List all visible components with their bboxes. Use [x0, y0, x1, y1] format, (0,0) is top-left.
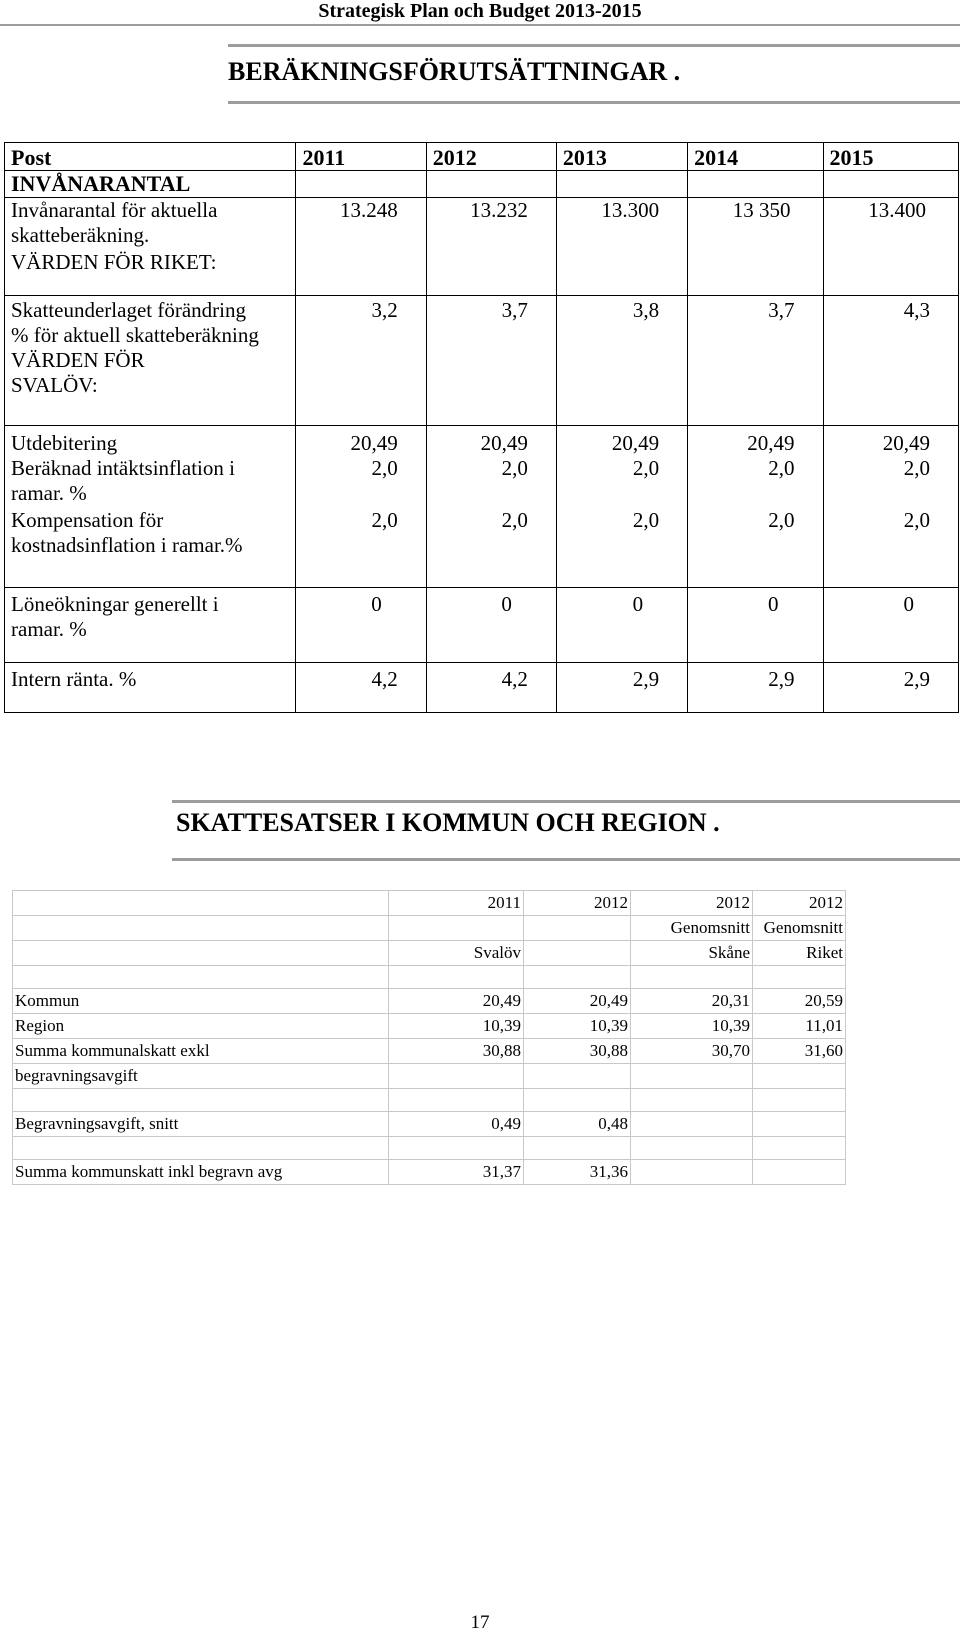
cell-value: 2,0 — [556, 508, 687, 587]
cell-value: 4,2 — [296, 662, 426, 712]
cell-value: 20,31 — [631, 989, 753, 1014]
cell-value: 20,49 — [556, 426, 687, 457]
cell-value: 13.400 — [823, 198, 958, 249]
cell-value: 2,9 — [823, 662, 958, 712]
row-label: Summa kommunskatt inkl begravn avg — [13, 1160, 389, 1185]
cell-value: 2,0 — [296, 508, 426, 587]
column-header-year: 2012 — [631, 891, 753, 916]
column-header-year: 2011 — [389, 891, 524, 916]
cell-value: 4,2 — [426, 662, 556, 712]
group-label-varden-svalov: VÄRDEN FÖR SVALÖV: — [5, 348, 296, 426]
column-header-post: Post — [5, 143, 296, 171]
column-header-year: 2012 — [753, 891, 846, 916]
row-label: Summa kommunalskatt exkl — [13, 1039, 389, 1064]
column-header-sub: Genomsnitt — [753, 916, 846, 941]
group-label-invanarantal: INVÅNARANTAL — [5, 171, 296, 198]
cell-value: 2,0 — [823, 508, 958, 587]
table-row — [13, 1160, 846, 1185]
cell-value: 20,49 — [389, 989, 524, 1014]
cell-value: 2,9 — [556, 662, 687, 712]
table-row — [5, 171, 959, 198]
cell-value: 2,0 — [823, 456, 958, 508]
table-header-row — [13, 916, 846, 941]
cell-value: 10,39 — [524, 1014, 631, 1039]
cell-value: 20,49 — [296, 426, 426, 457]
column-header-2013: 2013 — [556, 143, 687, 171]
berakningsforutsattningar-table — [4, 142, 959, 713]
cell-value: 20,49 — [524, 989, 631, 1014]
table-row — [5, 587, 959, 662]
column-header-sub: Svalöv — [389, 941, 524, 966]
page-header: Strategisk Plan och Budget 2013-2015 — [318, 0, 642, 22]
group-label-varden-riket: VÄRDEN FÖR RIKET: — [5, 248, 296, 295]
cell-value: 0,49 — [389, 1112, 524, 1137]
row-label-utdebitering: Utdebitering — [5, 426, 296, 457]
header-rule — [0, 24, 960, 26]
cell-value: 20,49 — [823, 426, 958, 457]
column-header-2012: 2012 — [426, 143, 556, 171]
cell-value: 13.248 — [296, 198, 426, 249]
cell-value: 31,37 — [389, 1160, 524, 1185]
column-header-2015: 2015 — [823, 143, 958, 171]
cell-value: 11,01 — [753, 1014, 846, 1039]
table-row — [5, 508, 959, 587]
cell-value: 2,0 — [556, 456, 687, 508]
cell-value: 0 — [823, 587, 958, 662]
cell-value: 31,36 — [524, 1160, 631, 1185]
row-label-intaktsinflation: Beräknad intäktsinflation i ramar. % — [5, 456, 296, 508]
cell-value: 20,49 — [688, 426, 823, 457]
table-row — [13, 1064, 846, 1089]
cell-value: 4,3 — [823, 295, 958, 348]
table-row — [5, 456, 959, 508]
cell-value: 2,0 — [688, 508, 823, 587]
column-header-year: 2012 — [524, 891, 631, 916]
table-row — [13, 989, 846, 1014]
row-label: begravningsavgift — [13, 1064, 389, 1089]
cell-value: 2,0 — [426, 456, 556, 508]
section-heading-skattesatser: SKATTESATSER I KOMMUN OCH REGION . — [176, 808, 720, 837]
column-header-sub: Genomsnitt — [631, 916, 753, 941]
table-row — [13, 1039, 846, 1064]
cell-value: 0,48 — [524, 1112, 631, 1137]
row-label-kostnadsinflation: Kompensation för kostnadsinflation i ramar.% — [5, 508, 296, 587]
row-label: Kommun — [13, 989, 389, 1014]
row-label: Begravningsavgift, snitt — [13, 1112, 389, 1137]
heading2-rule-top — [172, 800, 960, 803]
cell-value: 3,7 — [688, 295, 823, 348]
skattesatser-table — [12, 890, 846, 1185]
cell-value: 3,7 — [426, 295, 556, 348]
column-header-2014: 2014 — [688, 143, 823, 171]
cell-value: 0 — [688, 587, 823, 662]
cell-value: 10,39 — [389, 1014, 524, 1039]
table-row — [13, 1112, 846, 1137]
row-label-skatteunderlag: Skatteunderlaget förändring % för aktuell skatteberäkning — [5, 295, 296, 348]
row-label-loneokningar: Löneökningar generellt i ramar. % — [5, 587, 296, 662]
cell-value: 0 — [426, 587, 556, 662]
column-header-sub: Riket — [753, 941, 846, 966]
cell-value: 2,0 — [426, 508, 556, 587]
row-label: Region — [13, 1014, 389, 1039]
table-row — [5, 248, 959, 295]
table-row — [5, 198, 959, 249]
cell-value: 30,88 — [389, 1039, 524, 1064]
column-header-sub: Skåne — [631, 941, 753, 966]
cell-value: 2,0 — [296, 456, 426, 508]
table-row — [5, 348, 959, 426]
heading2-rule-bottom — [172, 858, 960, 861]
table-row — [5, 295, 959, 348]
cell-value: 30,88 — [524, 1039, 631, 1064]
table-header-row — [13, 941, 846, 966]
cell-value: 13.232 — [426, 198, 556, 249]
cell-value: 3,2 — [296, 295, 426, 348]
cell-value: 10,39 — [631, 1014, 753, 1039]
table-header-row — [13, 891, 846, 916]
cell-value: 0 — [556, 587, 687, 662]
cell-value: 3,8 — [556, 295, 687, 348]
cell-value: 20,49 — [426, 426, 556, 457]
column-header-2011: 2011 — [296, 143, 426, 171]
cell-value: 0 — [296, 587, 426, 662]
table-header-row — [5, 143, 959, 171]
table-row — [5, 426, 959, 457]
heading1-rule-top — [228, 44, 960, 47]
cell-value: 20,59 — [753, 989, 846, 1014]
cell-value: 31,60 — [753, 1039, 846, 1064]
cell-value: 30,70 — [631, 1039, 753, 1064]
table-row — [13, 1014, 846, 1039]
cell-value: 2,9 — [688, 662, 823, 712]
cell-value: 13 350 — [688, 198, 823, 249]
cell-value: 13.300 — [556, 198, 687, 249]
heading1-rule-bottom — [228, 101, 960, 104]
row-label-invanarantal: Invånarantal för aktuella skatteberäkning. — [5, 198, 296, 249]
section-heading-berakningsforutsattningar: BERÄKNINGSFÖRUTSÄTTNINGAR . — [228, 57, 681, 86]
row-label-intern-ranta: Intern ränta. % — [5, 662, 296, 712]
table-row — [5, 662, 959, 712]
page-number: 17 — [470, 1612, 490, 1633]
cell-value: 2,0 — [688, 456, 823, 508]
